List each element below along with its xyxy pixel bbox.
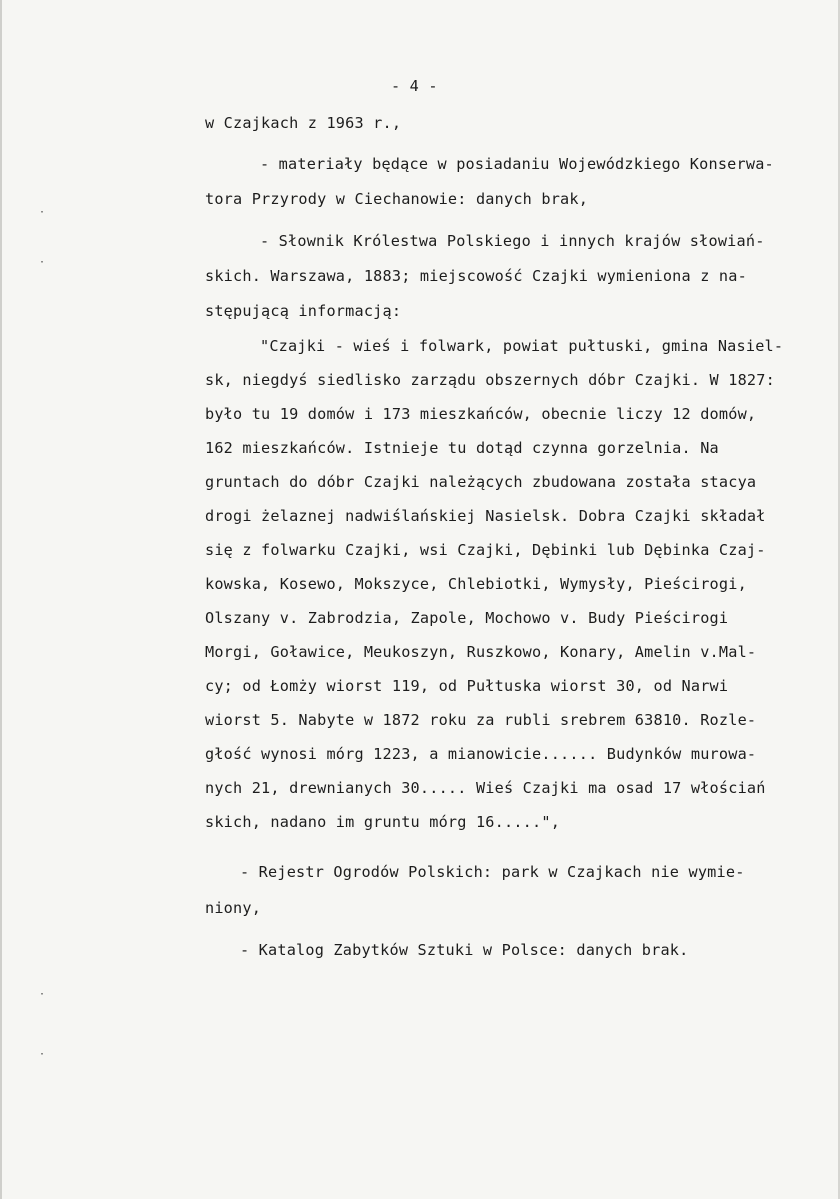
text-line: gruntach do dóbr Czajki należących zbudowana została stacya [205,473,757,491]
text-line: drogi żelaznej nadwiślańskiej Nasielsk. Dobra Czajki składał [205,507,766,525]
margin-mark: · [39,207,46,218]
text-line: wiorst 5. Nabyte w 1872 roku za rubli srebrem 63810. Rozle- [205,711,757,729]
text-line: - Katalog Zabytków Sztuki w Polsce: danych brak. [240,941,689,959]
text-line: sk, niegdyś siedlisko zarządu obszernych dóbr Czajki. W 1827: [205,371,775,389]
text-line: Olszany v. Zabrodzia, Zapole, Mochowo v. Budy Pieścirogi [205,609,729,627]
text-line: 162 mieszkańców. Istnieje tu dotąd czynna gorzelnia. Na [205,439,719,457]
margin-mark: · [39,1049,46,1060]
text-line: cy; od Łomży wiorst 119, od Pułtuska wiorst 30, od Narwi [205,677,729,695]
text-line: skich, nadano im gruntu mórg 16.....", [205,813,561,831]
text-line: - Rejestr Ogrodów Polskich: park w Czajkach nie wymie- [240,863,745,881]
page-number: - 4 - [391,77,438,95]
text-line: stępującą informacją: [205,302,402,320]
text-line: - Słownik Królestwa Polskiego i innych krajów słowiań- [260,232,765,250]
text-line: - materiały będące w posiadaniu Wojewódzkiego Konserwa- [260,155,774,173]
text-line: głość wynosi mórg 1223, a mianowicie...... Budynków murowa- [205,745,757,763]
text-line: Morgi, Goławice, Meukoszyn, Ruszkowo, Konary, Amelin v.Mal- [205,643,757,661]
text-line: było tu 19 domów i 173 mieszkańców, obecnie liczy 12 domów, [205,405,757,423]
text-line: "Czajki - wieś i folwark, powiat pułtuski, gmina Nasiel- [260,337,784,355]
text-line: się z folwarku Czajki, wsi Czajki, Dębinki lub Dębinka Czaj- [205,541,766,559]
text-line: tora Przyrody w Ciechanowie: danych brak, [205,190,589,208]
margin-mark: · [39,989,46,1000]
margin-mark: · [39,257,46,268]
text-line: w Czajkach z 1963 r., [205,114,402,132]
text-line: kowska, Kosewo, Mokszyce, Chlebiotki, Wymysły, Pieścirogi, [205,575,747,593]
text-line: niony, [205,899,262,917]
text-line: nych 21, drewnianych 30..... Wieś Czajki ma osad 17 włościań [205,779,766,797]
text-line: skich. Warszawa, 1883; miejscowość Czajki wymieniona z na- [205,267,747,285]
